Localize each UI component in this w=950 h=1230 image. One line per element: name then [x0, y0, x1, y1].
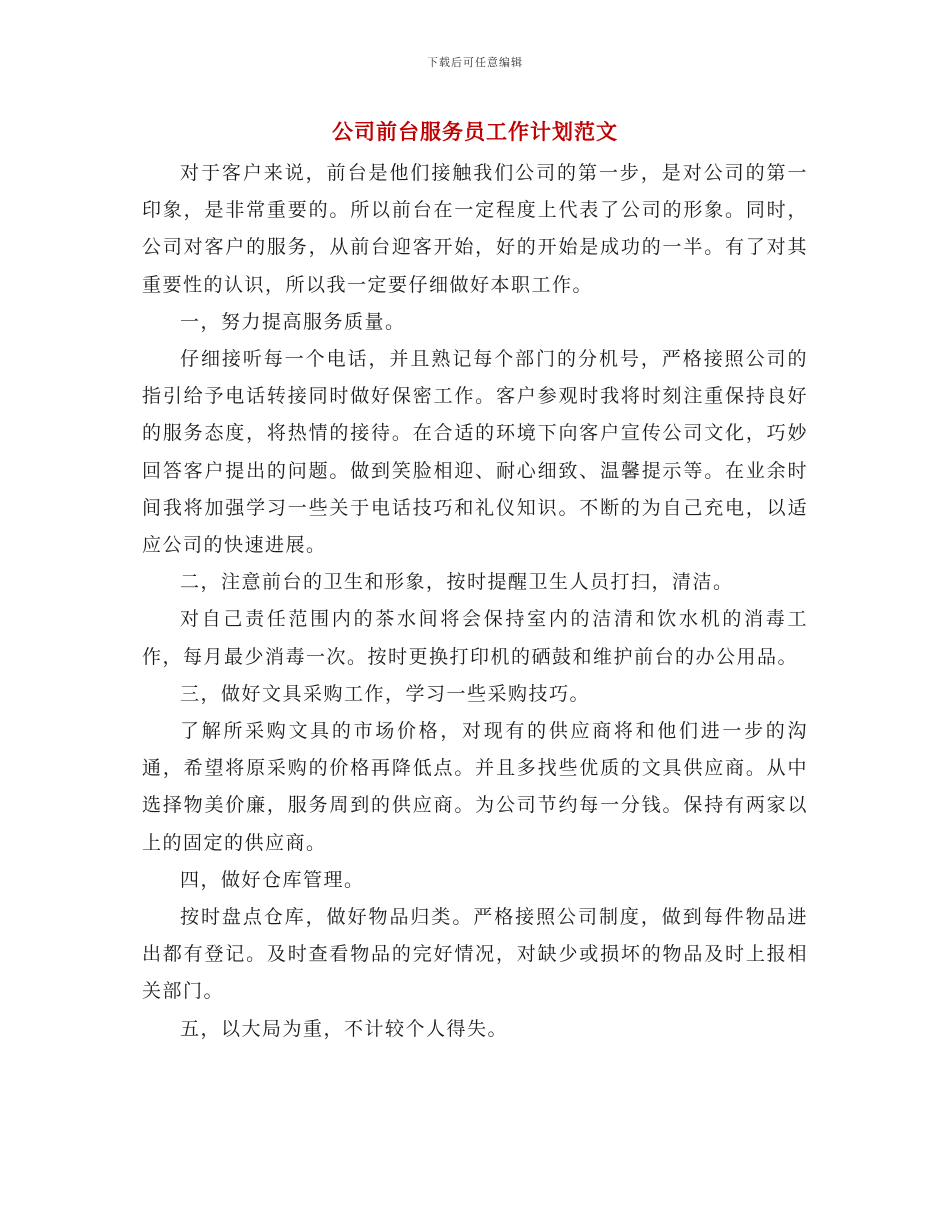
document-title: 公司前台服务员工作计划范文 [332, 119, 618, 144]
section-heading-4: 四，做好仓库管理。 [180, 868, 365, 891]
section-heading-1: 一，努力提高服务质量。 [180, 310, 406, 333]
paragraph-section-2: 对自己责任范围内的茶水间将会保持室内的洁清和饮水机的消毒工作，每月最少消毒一次。按时更换打印机的硒鼓和维护前台的办公用品。 [142, 608, 808, 668]
document-body [142, 155, 808, 1048]
section-heading-3: 三，做好文具采购工作，学习一些采购技巧。 [180, 682, 591, 705]
paragraph-section-4: 按时盘点仓库，做好物品归类。严格接照公司制度，做到每件物品进出都有登记。及时查看物品的完好情况，对缺少或损坏的物品及时上报相关部门。 [142, 906, 808, 1003]
paragraph-section-3: 了解所采购文具的市场价格，对现有的供应商将和他们进一步的沟通，希望将原采购的价格再降低点。并且多找些优质的文具供应商。从中选择物美价廉，服务周到的供应商。为公司节约每一分钱。保持有两家以上的固定的供应商。 [142, 720, 808, 854]
section-heading-2: 二，注意前台的卫生和形象，按时提醒卫生人员打扫，清洁。 [180, 571, 734, 594]
paragraph-section-1: 仔细接听每一个电话，并且熟记每个部门的分机号，严格接照公司的指引给予电话转接同时做好保密工作。客户参观时我将时刻注重保持良好的服务态度，将热情的接待。在合适的环境下向客户宣传公司文化，巧妙回答客户提出的问题。做到笑脸相迎、耐心细致、温馨提示等。在业余时间我将加强学习一些关于电话技巧和礼仪知识。不断的为自己充电，以适应公司的快速进展。 [142, 348, 808, 557]
section-heading-5: 五，以大局为重，不计较个人得失。 [180, 1017, 509, 1040]
paragraph-intro: 对于客户来说，前台是他们接触我们公司的第一步，是对公司的第一印象，是非常重要的。所以前台在一定程度上代表了公司的形象。同时，公司对客户的服务，从前台迎客开始，好的开始是成功的一半。有了对其重要性的认识，所以我一定要仔细做好本职工作。 [142, 162, 808, 296]
header-note: 下载后可任意编辑 [427, 56, 523, 69]
